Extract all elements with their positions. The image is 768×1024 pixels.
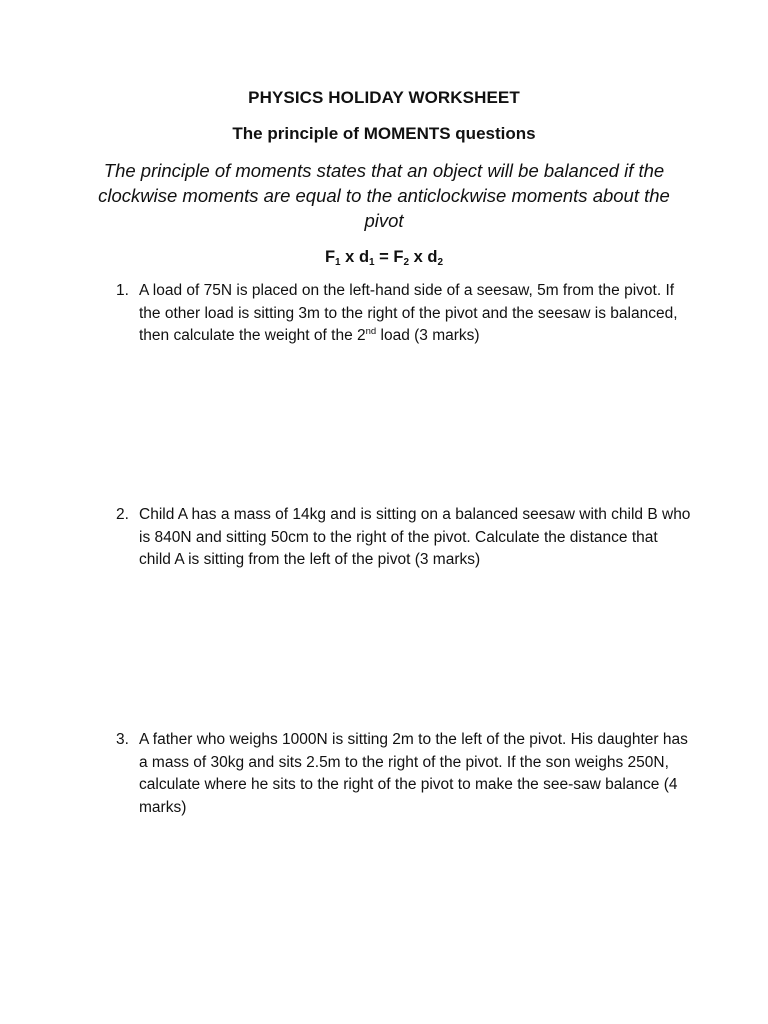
question-3 bbox=[116, 729, 691, 819]
question-text-main: A load of 75N is placed on the left-hand side of a seesaw, 5m from the pivot. If the other load is sitting 3m to the right of the pivot and the seesaw is balanced, then calculate the weight of the 2 bbox=[139, 282, 678, 344]
ordinal-superscript: nd bbox=[365, 326, 377, 337]
formula-times-d2: x d bbox=[409, 248, 438, 266]
formula-d1-subscript: 1 bbox=[369, 257, 375, 268]
worksheet-subtitle: The principle of MOMENTS questions bbox=[232, 124, 536, 143]
question-1 bbox=[116, 280, 691, 348]
formula-equals-f2: = F bbox=[374, 248, 404, 266]
formula-f1: F bbox=[324, 248, 336, 266]
question-number: 1. bbox=[116, 282, 129, 299]
formula-times-d1: x d bbox=[340, 248, 370, 266]
question-text: Child A has a mass of 14kg and is sitting on a balanced seesaw with child B who is 840N and sitting 50cm to the right of the pivot. Calculate the distance that child A is sitting from the left of the pivot (3 marks) bbox=[139, 506, 691, 568]
formula-f1-subscript: 1 bbox=[335, 257, 341, 268]
formula-f2-subscript: 2 bbox=[403, 257, 410, 268]
moments-formula bbox=[0, 248, 768, 267]
formula-d2-subscript: 2 bbox=[437, 257, 444, 268]
question-number: 3. bbox=[116, 731, 129, 748]
question-number: 2. bbox=[116, 506, 129, 523]
worksheet-title: PHYSICS HOLIDAY WORKSHEET bbox=[248, 88, 520, 107]
question-text bbox=[139, 280, 691, 348]
question-2 bbox=[116, 504, 691, 572]
principle-statement: The principle of moments states that an object will be balanced if the clockwise moments are equal to the anticlockwise moments about the pivot bbox=[98, 160, 670, 231]
question-text-end: load (3 marks) bbox=[376, 327, 480, 344]
question-text: A father who weighs 1000N is sitting 2m to the left of the pivot. His daughter has a mass of 30kg and sits 2.5m to the right of the pivot. If the son weighs 250N, calculate where he sits to the right of the pivot to make the see-saw balance (4 marks) bbox=[139, 731, 688, 816]
